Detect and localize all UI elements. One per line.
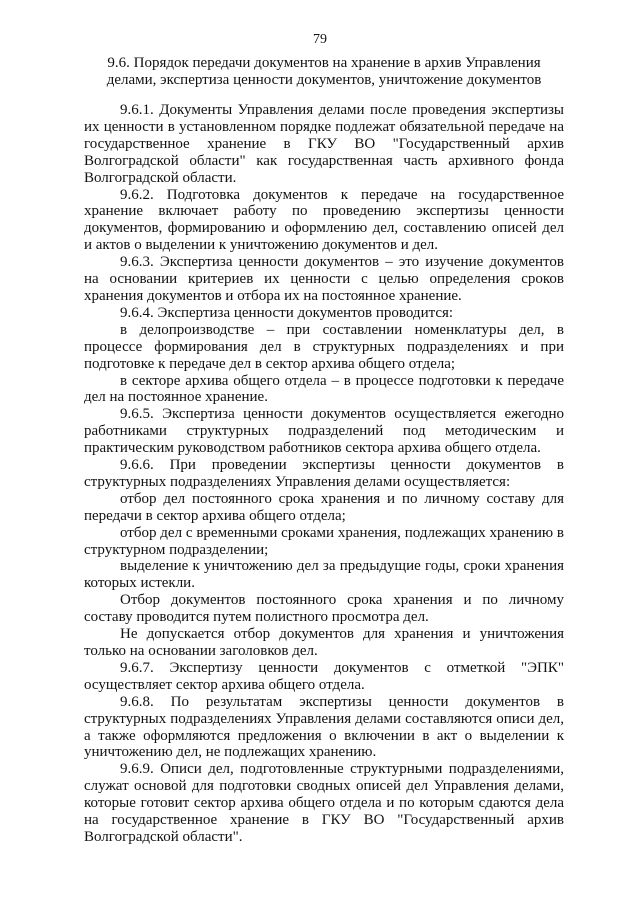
paragraph-9-6-6: 9.6.6. При проведении экспертизы ценности документов в структурных подразделениях Управления делами осуществляется: — [84, 457, 564, 490]
paragraph-9-6-2: 9.6.2. Подготовка документов к передаче на государственное хранение включает работу по проведению экспертизы ценности документов, формированию и оформлению дел, составлению описей дел и актов о выделении к уничтожению документов и дел. — [84, 186, 564, 254]
paragraph-9-6-4: 9.6.4. Экспертиза ценности документов проводится: — [120, 304, 454, 321]
paragraph-9-6-6-item-2: отбор дел с временными сроками хранения, подлежащих хранению в структурном подразделении; — [84, 524, 564, 558]
paragraph-selection-rule: Отбор документов постоянного срока хранения и по личному составу проводится путем полистного просмотра дел. — [84, 592, 564, 626]
paragraph-prohibition: Не допускается отбор документов для хранения и уничтожения только на основании заголовков дел. — [84, 626, 564, 659]
section-heading — [84, 55, 564, 89]
paragraph-9-6-6-item-1: отбор дел постоянного срока хранения и по личному составу для передачи в сектор архива общего отдела; — [84, 490, 564, 524]
paragraph-9-6-7: 9.6.7. Экспертизу ценности документов с отметкой "ЭПК" осуществляет сектор архива общего отдела. — [84, 659, 564, 693]
document-body — [84, 102, 564, 846]
page-number: 79 — [313, 32, 327, 47]
paragraph-9-6-4-item-2: в секторе архива общего отдела – в процессе подготовки к передаче дел на постоянное хранение. — [84, 372, 564, 406]
section-heading-line-2: делами, экспертиза ценности документов, уничтожение документов — [106, 72, 542, 88]
paragraph-9-6-1: 9.6.1. Документы Управления делами после проведения экспертизы их ценности в установленном порядке подлежат обязательной передаче на государственное хранение в ГКУ ВО "Государственный архив Волгоградской области" как государственная часть архивного фонда Волгоградской области. — [84, 102, 564, 186]
paragraph-9-6-4-item-1: в делопроизводстве – при составлении номенклатуры дел, в процессе формирования дел в структурных подразделениях и при подготовке к передаче дел в сектор архива общего отдела; — [84, 321, 564, 372]
paragraph-9-6-5: 9.6.5. Экспертиза ценности документов осуществляется ежегодно работниками структурных подразделений под методическим и практическим руководством работников сектора архива общего отдела. — [84, 406, 564, 457]
paragraph-9-6-6-item-3: выделение к уничтожению дел за предыдущие годы, сроки хранения которых истекли. — [84, 558, 564, 592]
paragraph-9-6-9: 9.6.9. Описи дел, подготовленные структурными подразделениями, служат основой для подготовки сводных описей дел Управления делами, которые готовит сектор архива общего отдела и по которым сдаются дела на государственное хранение в ГКУ ВО "Государственный архив Волгоградской области". — [84, 761, 564, 845]
paragraph-9-6-3: 9.6.3. Экспертиза ценности документов – это изучение документов на основании критериев их ценности с целью определения сроков хранения документов и отбора их на постоянное хранение. — [84, 254, 564, 304]
paragraph-9-6-8: 9.6.8. По результатам экспертизы ценности документов в структурных подразделениях Управления делами составляются описи дел, а также оформляются предложения о включении в акт о выделении к уничтожению дел, не подлежащих хранению. — [84, 693, 564, 761]
section-heading-line-1: 9.6. Порядок передачи документов на хранение в архив Управления — [107, 55, 541, 71]
